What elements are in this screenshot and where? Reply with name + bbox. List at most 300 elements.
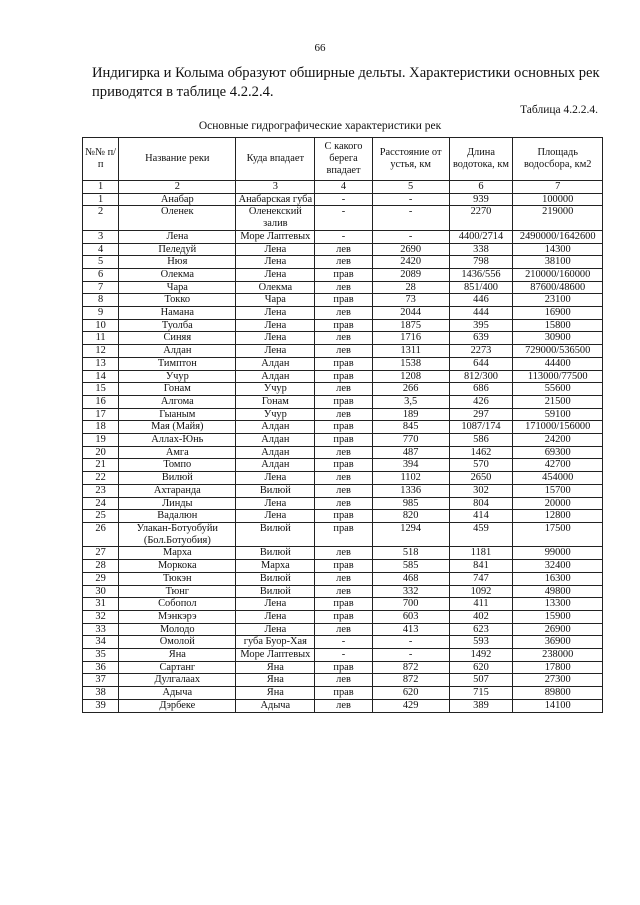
mouth-cell: Алдан: [236, 357, 315, 370]
length-cell: 586: [449, 434, 513, 447]
area-cell: 15700: [513, 484, 603, 497]
row-number-cell: 3: [83, 230, 119, 243]
area-cell: 36900: [513, 636, 603, 649]
length-cell: 747: [449, 572, 513, 585]
row-number-cell: 27: [83, 547, 119, 560]
mouth-cell: Вилюй: [236, 547, 315, 560]
table-row: [83, 547, 603, 560]
length-cell: 939: [449, 193, 513, 206]
area-cell: 14300: [513, 243, 603, 256]
river-name-cell: Нюя: [119, 256, 236, 269]
bank-cell: лев: [315, 345, 373, 358]
length-cell: 389: [449, 699, 513, 712]
area-cell: 21500: [513, 395, 603, 408]
table-row: [83, 687, 603, 700]
river-name-cell: Адыча: [119, 687, 236, 700]
river-name-cell: Олекма: [119, 268, 236, 281]
length-cell: 414: [449, 510, 513, 523]
distance-cell: 2089: [372, 268, 449, 281]
row-number-cell: 10: [83, 319, 119, 332]
river-name-cell: Алгома: [119, 395, 236, 408]
length-cell: 444: [449, 307, 513, 320]
area-cell: 13300: [513, 598, 603, 611]
table-row: [83, 243, 603, 256]
river-name-cell: Анабар: [119, 193, 236, 206]
length-cell: 402: [449, 610, 513, 623]
length-cell: 2650: [449, 472, 513, 485]
header-cell-area: Площадь водосбора, км2: [513, 138, 603, 181]
distance-cell: 429: [372, 699, 449, 712]
area-cell: 14100: [513, 699, 603, 712]
table-row: [83, 623, 603, 636]
row-number-cell: 21: [83, 459, 119, 472]
row-number-cell: 39: [83, 699, 119, 712]
mouth-cell: Лена: [236, 256, 315, 269]
bank-cell: прав: [315, 522, 373, 546]
river-name-cell: Улакан-Ботуобуйи (Бол.Ботуобия): [119, 522, 236, 546]
distance-cell: 700: [372, 598, 449, 611]
area-cell: 24200: [513, 434, 603, 447]
distance-cell: 189: [372, 408, 449, 421]
table-row: [83, 649, 603, 662]
length-cell: 1092: [449, 585, 513, 598]
table-row: [83, 332, 603, 345]
bank-cell: лев: [315, 585, 373, 598]
mouth-cell: Лена: [236, 243, 315, 256]
bank-cell: прав: [315, 661, 373, 674]
bank-cell: прав: [315, 294, 373, 307]
distance-cell: 1716: [372, 332, 449, 345]
distance-cell: -: [372, 230, 449, 243]
area-cell: 15900: [513, 610, 603, 623]
area-cell: 89800: [513, 687, 603, 700]
river-name-cell: Сартанг: [119, 661, 236, 674]
bank-cell: -: [315, 230, 373, 243]
area-cell: 59100: [513, 408, 603, 421]
header-cell-bank: С какого берега впадает: [315, 138, 373, 181]
length-cell: 623: [449, 623, 513, 636]
length-cell: 297: [449, 408, 513, 421]
mouth-cell: Олекма: [236, 281, 315, 294]
distance-cell: 820: [372, 510, 449, 523]
mouth-cell: Море Лаптевых: [236, 230, 315, 243]
intro-paragraph: Индигирка и Колыма образуют обширные дельты. Характеристики основных рек приводятся в таблице 4.2.2.4.: [92, 65, 600, 100]
length-cell: 620: [449, 661, 513, 674]
distance-cell: 1102: [372, 472, 449, 485]
area-cell: 20000: [513, 497, 603, 510]
mouth-cell: Лена: [236, 307, 315, 320]
river-name-cell: Молодо: [119, 623, 236, 636]
table-row: [83, 572, 603, 585]
bank-cell: лев: [315, 572, 373, 585]
mouth-cell: Алдан: [236, 459, 315, 472]
table-row: [83, 281, 603, 294]
table-row: [83, 370, 603, 383]
distance-cell: 872: [372, 674, 449, 687]
header-cell-distance: Расстояние от устья, км: [372, 138, 449, 181]
length-cell: 1087/174: [449, 421, 513, 434]
mouth-cell: Чара: [236, 294, 315, 307]
area-cell: 100000: [513, 193, 603, 206]
length-cell: 639: [449, 332, 513, 345]
row-number-cell: 16: [83, 395, 119, 408]
mouth-cell: Лена: [236, 319, 315, 332]
table-row: [83, 699, 603, 712]
distance-cell: 585: [372, 560, 449, 573]
bank-cell: прав: [315, 459, 373, 472]
area-cell: 17500: [513, 522, 603, 546]
mouth-cell: Анабарская губа: [236, 193, 315, 206]
river-name-cell: Намана: [119, 307, 236, 320]
bank-cell: лев: [315, 383, 373, 396]
length-cell: 426: [449, 395, 513, 408]
row-number-cell: 14: [83, 370, 119, 383]
row-number-cell: 7: [83, 281, 119, 294]
length-cell: 446: [449, 294, 513, 307]
length-cell: 644: [449, 357, 513, 370]
mouth-cell: Лена: [236, 623, 315, 636]
mouth-cell: Лена: [236, 332, 315, 345]
bank-cell: лев: [315, 674, 373, 687]
table-row: [83, 421, 603, 434]
distance-cell: -: [372, 649, 449, 662]
length-cell: 395: [449, 319, 513, 332]
length-cell: 841: [449, 560, 513, 573]
bank-cell: прав: [315, 268, 373, 281]
length-cell: 570: [449, 459, 513, 472]
bank-cell: -: [315, 636, 373, 649]
river-name-cell: Дулгалаах: [119, 674, 236, 687]
length-cell: 338: [449, 243, 513, 256]
row-number-cell: 31: [83, 598, 119, 611]
row-number-cell: 38: [83, 687, 119, 700]
header-row: [83, 138, 603, 181]
area-cell: 171000/156000: [513, 421, 603, 434]
row-number-cell: 23: [83, 484, 119, 497]
bank-cell: лев: [315, 484, 373, 497]
bank-cell: лев: [315, 446, 373, 459]
column-number-cell: 4: [315, 181, 373, 194]
row-number-cell: 12: [83, 345, 119, 358]
header-cell-name: Название реки: [119, 138, 236, 181]
river-name-cell: Учур: [119, 370, 236, 383]
table-row: [83, 294, 603, 307]
bank-cell: прав: [315, 434, 373, 447]
table-header: [83, 138, 603, 194]
row-number-cell: 5: [83, 256, 119, 269]
table-row: [83, 206, 603, 230]
distance-cell: 73: [372, 294, 449, 307]
table-row: [83, 497, 603, 510]
distance-cell: 2420: [372, 256, 449, 269]
bank-cell: лев: [315, 472, 373, 485]
distance-cell: -: [372, 636, 449, 649]
distance-cell: 266: [372, 383, 449, 396]
distance-cell: 3,5: [372, 395, 449, 408]
mouth-cell: Яна: [236, 674, 315, 687]
distance-cell: 468: [372, 572, 449, 585]
mouth-cell: Яна: [236, 661, 315, 674]
area-cell: 16900: [513, 307, 603, 320]
mouth-cell: Адыча: [236, 699, 315, 712]
length-cell: 411: [449, 598, 513, 611]
table-row: [83, 472, 603, 485]
length-cell: 715: [449, 687, 513, 700]
row-number-cell: 15: [83, 383, 119, 396]
area-cell: 23100: [513, 294, 603, 307]
row-number-cell: 36: [83, 661, 119, 674]
river-name-cell: Моркока: [119, 560, 236, 573]
distance-cell: 1311: [372, 345, 449, 358]
row-number-cell: 24: [83, 497, 119, 510]
area-cell: 26900: [513, 623, 603, 636]
river-name-cell: Лена: [119, 230, 236, 243]
distance-cell: 1294: [372, 522, 449, 546]
distance-cell: 603: [372, 610, 449, 623]
area-cell: 44400: [513, 357, 603, 370]
table-row: [83, 268, 603, 281]
bank-cell: лев: [315, 547, 373, 560]
area-cell: 87600/48600: [513, 281, 603, 294]
row-number-cell: 6: [83, 268, 119, 281]
row-number-cell: 34: [83, 636, 119, 649]
row-number-cell: 22: [83, 472, 119, 485]
bank-cell: прав: [315, 598, 373, 611]
row-number-cell: 11: [83, 332, 119, 345]
bank-cell: -: [315, 649, 373, 662]
river-name-cell: Гонам: [119, 383, 236, 396]
river-name-cell: Токко: [119, 294, 236, 307]
distance-cell: 985: [372, 497, 449, 510]
mouth-cell: Вилюй: [236, 572, 315, 585]
river-name-cell: Томпо: [119, 459, 236, 472]
mouth-cell: Алдан: [236, 370, 315, 383]
mouth-cell: Алдан: [236, 421, 315, 434]
table-row: [83, 522, 603, 546]
bank-cell: лев: [315, 243, 373, 256]
table-row: [83, 345, 603, 358]
column-number-row: [83, 181, 603, 194]
distance-cell: 770: [372, 434, 449, 447]
river-name-cell: Собопол: [119, 598, 236, 611]
rivers-table: [82, 137, 603, 713]
mouth-cell: губа Буор-Хая: [236, 636, 315, 649]
distance-cell: 2044: [372, 307, 449, 320]
table-label: Таблица 4.2.2.4.: [520, 104, 598, 116]
row-number-cell: 32: [83, 610, 119, 623]
table-row: [83, 434, 603, 447]
river-name-cell: Оленек: [119, 206, 236, 230]
length-cell: 686: [449, 383, 513, 396]
bank-cell: -: [315, 193, 373, 206]
mouth-cell: Лена: [236, 268, 315, 281]
mouth-cell: Вилюй: [236, 484, 315, 497]
river-name-cell: Вилюй: [119, 472, 236, 485]
distance-cell: 487: [372, 446, 449, 459]
table-row: [83, 357, 603, 370]
mouth-cell: Море Лаптевых: [236, 649, 315, 662]
table-row: [83, 674, 603, 687]
river-name-cell: Мая (Майя): [119, 421, 236, 434]
bank-cell: прав: [315, 510, 373, 523]
area-cell: 42700: [513, 459, 603, 472]
mouth-cell: Лена: [236, 510, 315, 523]
area-cell: 55600: [513, 383, 603, 396]
row-number-cell: 4: [83, 243, 119, 256]
row-number-cell: 30: [83, 585, 119, 598]
row-number-cell: 25: [83, 510, 119, 523]
row-number-cell: 9: [83, 307, 119, 320]
length-cell: 302: [449, 484, 513, 497]
table-row: [83, 408, 603, 421]
area-cell: 16300: [513, 572, 603, 585]
row-number-cell: 17: [83, 408, 119, 421]
table-row: [83, 446, 603, 459]
distance-cell: 845: [372, 421, 449, 434]
column-number-cell: 3: [236, 181, 315, 194]
river-name-cell: Синяя: [119, 332, 236, 345]
area-cell: 99000: [513, 547, 603, 560]
distance-cell: 620: [372, 687, 449, 700]
mouth-cell: Вилюй: [236, 585, 315, 598]
mouth-cell: Лена: [236, 598, 315, 611]
row-number-cell: 33: [83, 623, 119, 636]
area-cell: 210000/160000: [513, 268, 603, 281]
bank-cell: лев: [315, 307, 373, 320]
area-cell: 15800: [513, 319, 603, 332]
mouth-cell: Алдан: [236, 434, 315, 447]
area-cell: 238000: [513, 649, 603, 662]
river-name-cell: Дэрбеке: [119, 699, 236, 712]
bank-cell: лев: [315, 497, 373, 510]
mouth-cell: Алдан: [236, 446, 315, 459]
mouth-cell: Гонам: [236, 395, 315, 408]
bank-cell: прав: [315, 370, 373, 383]
row-number-cell: 18: [83, 421, 119, 434]
row-number-cell: 26: [83, 522, 119, 546]
river-name-cell: Омолой: [119, 636, 236, 649]
river-name-cell: Марха: [119, 547, 236, 560]
column-number-cell: 7: [513, 181, 603, 194]
table-row: [83, 307, 603, 320]
table-body: [83, 193, 603, 712]
length-cell: 1181: [449, 547, 513, 560]
mouth-cell: Учур: [236, 383, 315, 396]
length-cell: 1436/556: [449, 268, 513, 281]
bank-cell: прав: [315, 357, 373, 370]
distance-cell: 413: [372, 623, 449, 636]
row-number-cell: 8: [83, 294, 119, 307]
bank-cell: прав: [315, 560, 373, 573]
table-row: [83, 395, 603, 408]
column-number-cell: 6: [449, 181, 513, 194]
river-name-cell: Алдан: [119, 345, 236, 358]
area-cell: 30900: [513, 332, 603, 345]
bank-cell: лев: [315, 256, 373, 269]
table-row: [83, 661, 603, 674]
mouth-cell: Яна: [236, 687, 315, 700]
length-cell: 593: [449, 636, 513, 649]
table-row: [83, 560, 603, 573]
column-number-cell: 2: [119, 181, 236, 194]
length-cell: 851/400: [449, 281, 513, 294]
header-cell-mouth: Куда впадает: [236, 138, 315, 181]
table-title: Основные гидрографические характеристики рек: [198, 120, 442, 132]
area-cell: 49800: [513, 585, 603, 598]
length-cell: 459: [449, 522, 513, 546]
row-number-cell: 28: [83, 560, 119, 573]
bank-cell: лев: [315, 332, 373, 345]
river-name-cell: Вадалюн: [119, 510, 236, 523]
distance-cell: 1336: [372, 484, 449, 497]
mouth-cell: Лена: [236, 610, 315, 623]
table-row: [83, 459, 603, 472]
table-row: [83, 636, 603, 649]
bank-cell: прав: [315, 395, 373, 408]
distance-cell: 1208: [372, 370, 449, 383]
mouth-cell: Лена: [236, 472, 315, 485]
length-cell: 1492: [449, 649, 513, 662]
row-number-cell: 35: [83, 649, 119, 662]
row-number-cell: 13: [83, 357, 119, 370]
distance-cell: 518: [372, 547, 449, 560]
table-row: [83, 484, 603, 497]
row-number-cell: 2: [83, 206, 119, 230]
length-cell: 798: [449, 256, 513, 269]
header-cell-length: Длина водотока, км: [449, 138, 513, 181]
table-row: [83, 193, 603, 206]
distance-cell: -: [372, 206, 449, 230]
area-cell: 32400: [513, 560, 603, 573]
area-cell: 38100: [513, 256, 603, 269]
column-number-cell: 1: [83, 181, 119, 194]
length-cell: 2270: [449, 206, 513, 230]
river-name-cell: Яна: [119, 649, 236, 662]
length-cell: 1462: [449, 446, 513, 459]
table-row: [83, 256, 603, 269]
table-row: [83, 510, 603, 523]
column-number-cell: 5: [372, 181, 449, 194]
area-cell: 454000: [513, 472, 603, 485]
row-number-cell: 37: [83, 674, 119, 687]
distance-cell: 2690: [372, 243, 449, 256]
row-number-cell: 29: [83, 572, 119, 585]
area-cell: 2490000/1642600: [513, 230, 603, 243]
area-cell: 113000/77500: [513, 370, 603, 383]
area-cell: 17800: [513, 661, 603, 674]
distance-cell: 332: [372, 585, 449, 598]
area-cell: 12800: [513, 510, 603, 523]
river-name-cell: Тюнг: [119, 585, 236, 598]
length-cell: 4400/2714: [449, 230, 513, 243]
distance-cell: 872: [372, 661, 449, 674]
distance-cell: -: [372, 193, 449, 206]
bank-cell: прав: [315, 319, 373, 332]
river-name-cell: Чара: [119, 281, 236, 294]
mouth-cell: Лена: [236, 345, 315, 358]
river-name-cell: Ахтаранда: [119, 484, 236, 497]
river-name-cell: Тюкэн: [119, 572, 236, 585]
mouth-cell: Лена: [236, 497, 315, 510]
length-cell: 804: [449, 497, 513, 510]
length-cell: 507: [449, 674, 513, 687]
table-row: [83, 319, 603, 332]
bank-cell: прав: [315, 687, 373, 700]
bank-cell: лев: [315, 699, 373, 712]
river-name-cell: Пеледуй: [119, 243, 236, 256]
river-name-cell: Амга: [119, 446, 236, 459]
table-row: [83, 585, 603, 598]
